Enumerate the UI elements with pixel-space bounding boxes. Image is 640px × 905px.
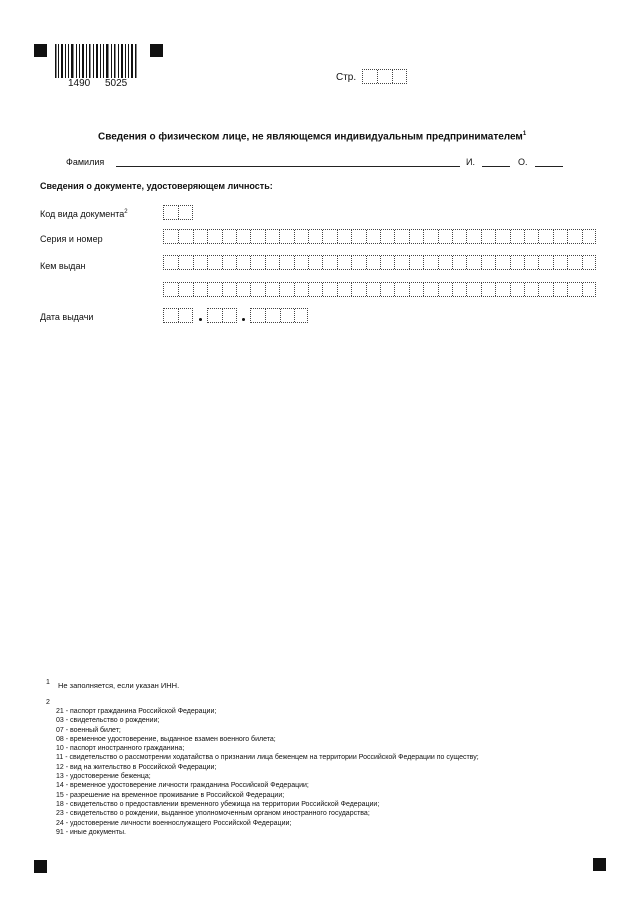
corner-marker-bottom-right <box>593 858 606 871</box>
doc-code-item: 07 - военный билет; <box>56 726 121 734</box>
barcode-number-right: 5025 <box>105 78 128 89</box>
date-separator-dot <box>242 318 245 321</box>
page-title: Сведения о физическом лице, не являющемся индивидуальным предпринимателем$^1$ <box>98 131 527 143</box>
initial-name-label: И. <box>466 157 475 167</box>
document-section-heading: Сведения о документе, удостоверяющем личность: <box>40 181 273 191</box>
issue-date-label: Дата выдачи <box>40 312 94 322</box>
barcode-number-left: 1490 <box>68 78 91 89</box>
doc-code-label: Код вида документа$^2$ <box>40 209 128 219</box>
doc-code-item: 21 - паспорт гражданина Российской Федерации; <box>56 708 217 715</box>
doc-code-item: 91 - иные документы. <box>56 828 126 836</box>
surname-field[interactable] <box>116 166 460 167</box>
issue-date-month-field[interactable] <box>207 308 237 323</box>
footnote-2-mark: 2 <box>46 699 50 706</box>
footnote-1-text: Не заполняется, если указан ИНН. <box>58 681 180 690</box>
doc-code-item: 23 - свидетельство о рождении, выданное уполномоченным органом иностранного государства; <box>56 810 370 818</box>
page-label: Стр. <box>336 72 357 83</box>
footnote-1-mark: 1 <box>46 679 50 686</box>
initial-name-field[interactable] <box>482 166 510 167</box>
initial-patronymic-field[interactable] <box>535 166 563 167</box>
surname-label: Фамилия <box>66 157 105 167</box>
doc-code-item: 15 - разрешение на временное проживание в Российской Федерации; <box>56 791 285 799</box>
doc-code-item: 18 - свидетельство о предоставлении временного убежища на территории Российской Федерации; <box>56 800 380 808</box>
page-number-field[interactable] <box>362 69 407 84</box>
doc-code-item: 12 - вид на жительство в Российской Федерации; <box>56 763 217 771</box>
doc-code-list <box>56 707 479 837</box>
issued-by-field-line1[interactable] <box>163 255 596 270</box>
issue-date-day-field[interactable] <box>163 308 193 323</box>
issued-by-field-line2[interactable] <box>163 282 596 297</box>
doc-code-item: 13 - удостоверение беженца; <box>56 773 151 781</box>
doc-code-item: 24 - удостоверение личности военнослужащего Российской Федерации; <box>56 819 292 827</box>
issued-by-label: Кем выдан <box>40 261 86 271</box>
initial-patronymic-label: О. <box>518 157 528 167</box>
doc-code-item: 08 - временное удостоверение, выданное взамен военного билета; <box>56 735 276 743</box>
corner-marker-top-right <box>150 44 163 57</box>
doc-code-item: 10 - паспорт иностранного гражданина; <box>56 745 185 753</box>
series-number-field[interactable] <box>163 229 596 244</box>
corner-marker-top-left <box>34 44 47 57</box>
date-separator-dot <box>199 318 202 321</box>
doc-code-item: 03 - свидетельство о рождении; <box>56 717 160 725</box>
series-number-label: Серия и номер <box>40 234 103 244</box>
doc-code-item: 11 - свидетельство о рассмотрении ходатайства о признании лица беженцем на территории Российской Федерации по существу; <box>56 754 479 762</box>
issue-date-year-field[interactable] <box>250 308 308 323</box>
corner-marker-bottom-left <box>34 860 47 873</box>
barcode-icon <box>55 44 138 78</box>
doc-code-field[interactable] <box>163 205 193 220</box>
doc-code-item: 14 - временное удостоверение личности гражданина Российской Федерации; <box>56 782 309 790</box>
